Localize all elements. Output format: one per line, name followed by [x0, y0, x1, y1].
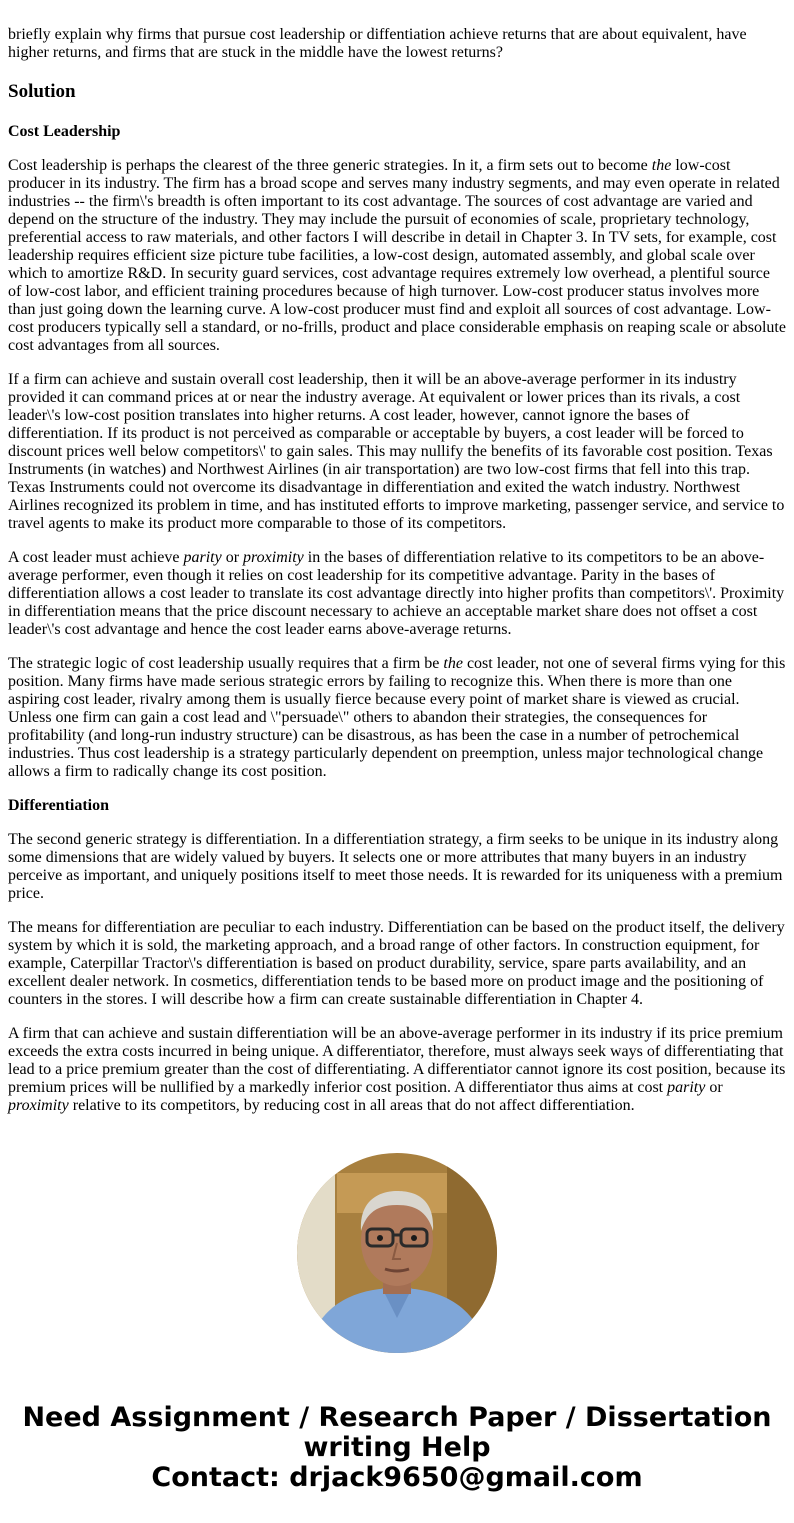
emphasis-text: parity [667, 1079, 706, 1096]
contact-email: Contact: drjack9650@gmail.com [151, 1462, 643, 1493]
author-photo-icon [297, 1153, 497, 1353]
cost-leadership-paragraph-1 [8, 157, 786, 355]
emphasis-text: proximity [8, 1097, 69, 1114]
emphasis-text: proximity [243, 549, 304, 566]
cost-leadership-paragraph-3 [8, 549, 786, 639]
text-run: in the bases of differentiation relative to its competitors to be an above-average performer, even though it relies on cost leadership for its competitive advantage. Parity in the bases of differentiation allows a cost leader to translate its cost advantage directly into higher profits than competitors\'. Proximity in differentiation means that the price discount necessary to achieve an acceptable market share does not offset a cost leader\'s cost advantage and hence the cost leader earns above-average returns. [8, 549, 785, 638]
question-text: briefly explain why firms that pursue cost leadership or diffentiation achieve returns that are about equivalent, have higher returns, and firms that are stuck in the middle have the lowest returns? [8, 26, 747, 61]
text-run: low-cost producer in its industry. The firm has a broad scope and serves many industry segments, and may even operate in related industries -- the firm\'s breadth is often important to its cost advantage. The sources of cost advantage are varied and depend on the structure of the industry. They may include the pursuit of economies of scale, proprietary technology, preferential access to raw materials, and other factors I will describe in detail in Chapter 3. In TV sets, for example, cost leadership requires efficient size picture tube facilities, a low-cost design, automated assembly, and global scale over which to amortize R&D. In security guard services, cost advantage requires extremely low overhead, a plentiful source of low-cost labor, and efficient training procedures because of high turnover. Low-cost producer status involves more than just going down the learning curve. A low-cost producer must find and exploit all sources of cost advantage. Low-cost producers typically sell a standard, or no-frills, product and place considerable emphasis on reaping scale or absolute cost advantages from all sources. [8, 157, 786, 354]
text-run: or [221, 549, 244, 566]
emphasis-text: parity [183, 549, 222, 566]
differentiation-paragraph-2: The means for differentiation are peculiar to each industry. Differentiation can be based on the product itself, the delivery system by which it is sold, the marketing approach, and a broad range of other factors. In construction equipment, for example, Caterpillar Tractor\'s differentiation is based on product durability, service, spare parts availability, and an excellent dealer network. In cosmetics, differentiation tends to be based more on product image and the positioning of counters in the stores. I will describe how a firm can create sustainable differentiation in Chapter 4. [8, 919, 785, 1008]
contact-banner [0, 1403, 794, 1493]
text-run: Cost leadership is perhaps the clearest of the three generic strategies. In it, a firm sets out to become [8, 157, 652, 174]
emphasis-text: the [651, 157, 672, 174]
cost-leadership-paragraph-4 [8, 655, 786, 781]
text-run: A cost leader must achieve [8, 549, 184, 566]
banner-line: Need Assignment / Research Paper / Dissertation [22, 1402, 772, 1433]
differentiation-heading: Differentiation [8, 797, 110, 814]
photo-eye [377, 1235, 383, 1241]
text-run: relative to its competitors, by reducing cost in all areas that do not affect differentiation. [68, 1097, 635, 1114]
cost-leadership-heading: Cost Leadership [8, 123, 121, 140]
solution-heading: Solution [8, 81, 76, 102]
text-run: The strategic logic of cost leadership usually requires that a firm be [8, 655, 444, 672]
article [8, 0, 786, 1131]
emphasis-text: the [443, 655, 463, 672]
banner-line: writing Help [303, 1432, 491, 1463]
text-run: cost leader, not one of several firms vying for this position. Many firms have made serious strategic errors by failing to recognize this. When there is more than one aspiring cost leader, rivalry among them is usually fierce because every point of market share is viewed as crucial. Unless one firm can gain a cost lead and \"persuade\" others to abandon their strategies, the consequences for profitability (and long-run industry structure) can be disastrous, as has been the case in a number of petrochemical industries. Thus cost leadership is a strategy particularly dependent on preemption, unless major technological change allows a firm to radically change its cost position. [8, 655, 786, 780]
cost-leadership-paragraph-2: If a firm can achieve and sustain overall cost leadership, then it will be an above-average performer in its industry provided it can command prices at or near the industry average. At equivalent or lower prices than its rivals, a cost leader\'s low-cost position translates into higher returns. A cost leader, however, cannot ignore the bases of differentiation. If its product is not perceived as comparable or acceptable by buyers, a cost leader will be forced to discount prices well below competitors\' to gain sales. This may nullify the benefits of its favorable cost position. Texas Instruments (in watches) and Northwest Airlines (in air transportation) are two low-cost firms that fell into this trap. Texas Instruments could not overcome its disadvantage in differentiation and exited the watch industry. Northwest Airlines recognized its problem in time, and has instituted efforts to improve marketing, passenger service, and service to travel agents to make its product more comparable to those of its competitors. [8, 371, 785, 532]
text-run: A firm that can achieve and sustain differentiation will be an above-average performer in its industry if its price premium exceeds the extra costs incurred in being unique. A differentiator, therefore, must always seek ways of differentiating that lead to a price premium greater than the cost of differentiating. A differentiator cannot ignore its cost position, because its premium prices will be nullified by a markedly inferior cost position. A differentiator thus aims at cost [8, 1025, 786, 1096]
text-run: or [705, 1079, 723, 1096]
author-portrait-icon [297, 1153, 497, 1353]
differentiation-paragraph-3 [8, 1025, 786, 1115]
differentiation-paragraph-1: The second generic strategy is differentiation. In a differentiation strategy, a firm seeks to be unique in its industry along some dimensions that are widely valued by buyers. It selects one or more attributes that many buyers in an industry perceive as important, and uniquely positions itself to meet those needs. It is rewarded for its uniqueness with a premium price. [8, 831, 783, 902]
photo-eye [411, 1235, 417, 1241]
